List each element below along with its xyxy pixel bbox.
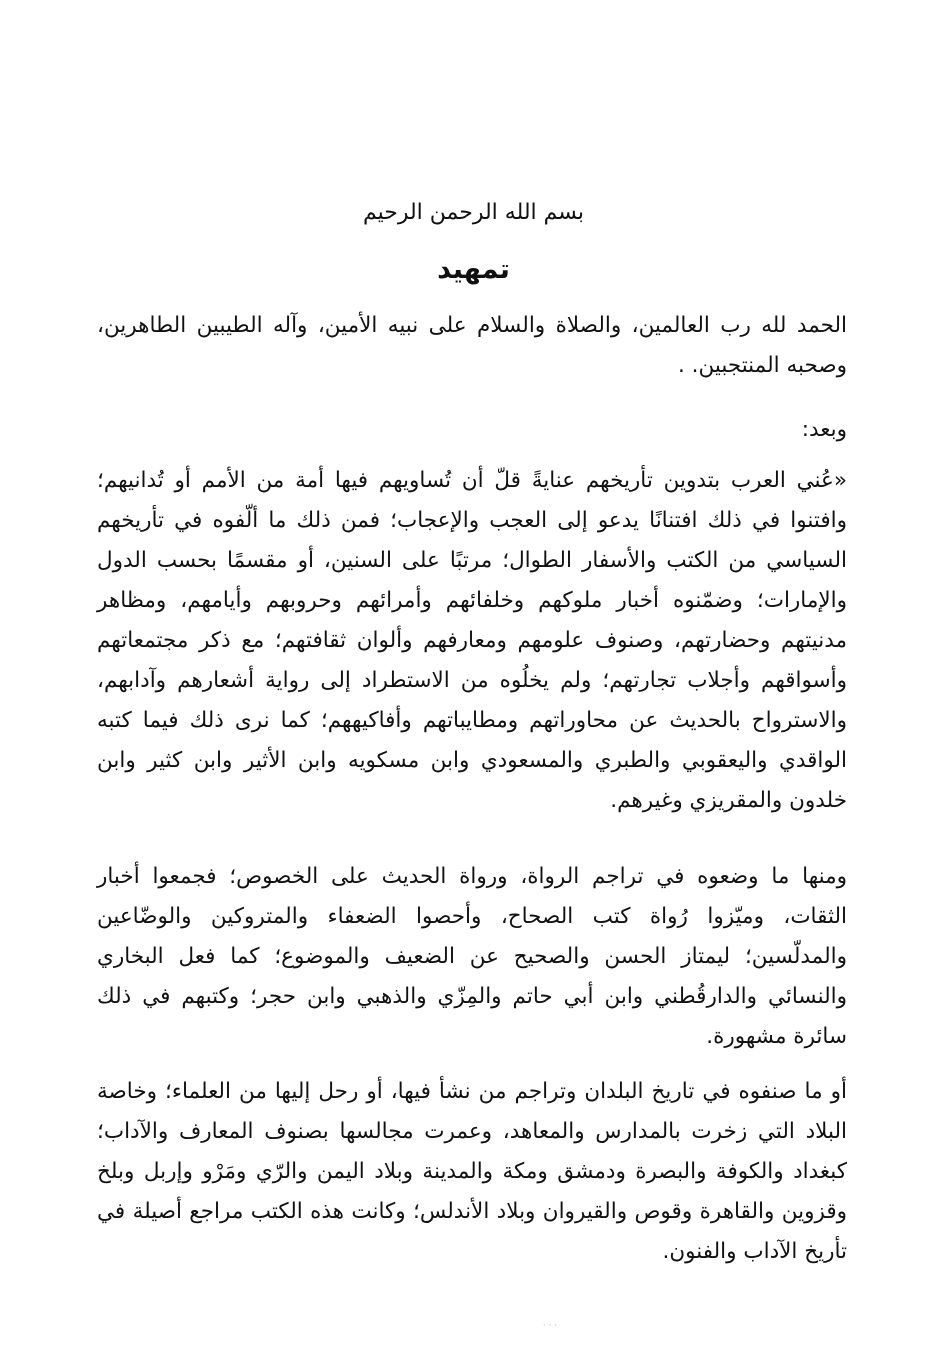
paragraph-narrator-biographies: ومنها ما وضعوه في تراجم الرواة، ورواة الحديث على الخصوص؛ فجمعوا أخبار الثقات، وميّزوا رُواة كتب الصحاح، وأحصوا الضعفاء والمتروكين والوضّاعين والمدلّسين؛ ليمتاز الحسن والصحيح عن الضعيف والموضوع؛ كما فعل البخاري والنسائي والدارقُطني وابن أبي حاتم والمِزّي والذهبي وابن حجر؛ وكتبهم في ذلك سائرة مشهورة.	[97, 864, 847, 1049]
page-title: تمهيد	[437, 254, 510, 285]
scan-mark: · · ·	[542, 1321, 558, 1331]
paragraph-city-histories: أو ما صنفوه في تاريخ البلدان وتراجم من نشأ فيها، أو رحل إليها من العلماء؛ وخاصة البلاد التي زخرت بالمدارس والمعاهد، وعمرت مجالسها بصنوف المعارف والآداب؛ كبغداد والكوفة والبصرة ودمشق ومكة والمدينة وبلاد اليمن والرّي ومَرْو وإربل وبلخ وقزوين والقاهرة وقوص والقيروان وبلاد الأندلس؛ وكانت هذه الكتب مراجع أصيلة في تأريخ الآداب والفنون.	[97, 1079, 847, 1264]
basmala-heading: بسم الله الرحمن الرحيم	[362, 200, 585, 225]
paragraph-opening-praise: الحمد لله رب العالمين، والصلاة والسلام على نبيه الأمين، وآله الطيبين الطاهرين، وصحبه المنتجبين. .	[97, 313, 847, 378]
paragraph-political-history: «عُني العرب بتدوين تأريخهم عنايةً قلّ أن تُساويهم فيها أمة من الأمم أو تُدانيهم؛ وافتنوا في ذلك افتنانًا يدعو إلى العجب والإعجاب؛ فمن ذلك ما ألّفوه في تأريخهم السياسي من الكتب والأسفار الطوال؛ مرتبًا على السنين، أو مقسمًا بحسب الدول والإمارات؛ وضمّنوه أخبار ملوكهم وخلفائهم وأمرائهم وحروبهم وأيامهم، ومظاهر مدنيتهم وحضارتهم، وصنوف علومهم ومعارفهم وألوان ثقافتهم؛ مع ذكر مجتمعاتهم وأسواقهم وأجلاب تجارتهم؛ ولم يخلُوه من الاستطراد إلى رواية أشعارهم وآدابهم، والاسترواح بالحديث عن محاوراتهم ومطايباتهم وأفاكيههم؛ كما نرى ذلك فيما كتبه الواقدي واليعقوبي والطبري والمسعودي وابن مسكويه وابن الأثير وابن كثير وابن خلدون والمقريزي وغيرهم.	[97, 468, 847, 813]
paragraph-transition: وبعد:	[801, 417, 847, 442]
